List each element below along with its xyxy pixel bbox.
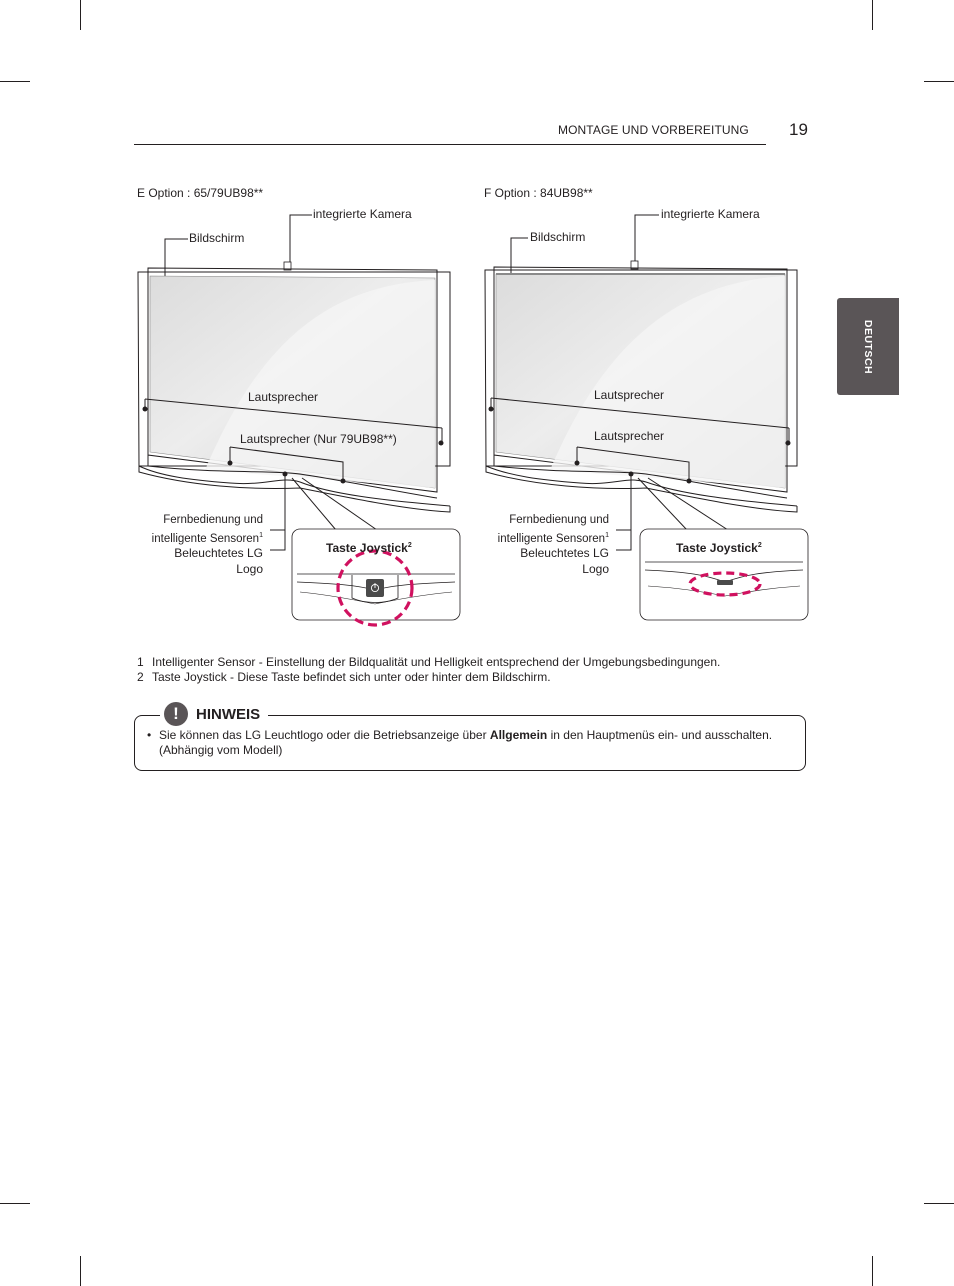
screen-label-f: Bildschirm xyxy=(530,230,586,244)
joystick-label-f: Taste Joystick$^2$ xyxy=(676,541,762,555)
speaker-label-e: Lautsprecher xyxy=(248,390,319,404)
lg-logo-label-e: Beleuchtetes LG Logo xyxy=(174,546,263,576)
speaker-lower-label-f: Lautsprecher xyxy=(594,429,665,443)
page-number: 19 xyxy=(789,120,808,139)
bullet-icon: • xyxy=(147,728,152,742)
camera-label-e: integrierte Kamera xyxy=(313,207,412,221)
option-f-title: F Option : 84UB98** xyxy=(484,186,593,200)
note-header xyxy=(160,699,268,729)
remote-sensor-label-e: Fernbedienung und intelligente Sensoren$^1$ xyxy=(151,514,263,545)
speaker-79-label-e: Lautsprecher (Nur 79UB98**) xyxy=(240,432,397,446)
note-text: • Sie können das LG Leuchtlogo oder die Betriebsanzeige über Allgemein in den Hauptmenüs ein- und ausschalten. (Abhängig vom Modell) xyxy=(147,728,773,757)
lg-logo-label-f: Beleuchtetes LG Logo xyxy=(520,546,609,576)
speaker-label-f: Lautsprecher xyxy=(594,388,665,402)
footnote-1: 1 Intelligenter Sensor - Einstellung der Bildqualität und Helligkeit entsprechend der Umgebungsbedingungen. xyxy=(137,655,721,669)
option-e-title: E Option : 65/79UB98** xyxy=(137,186,264,200)
menu-name: Allgemein xyxy=(489,728,548,742)
language-tab-label: DEUTSCH xyxy=(862,319,874,374)
footnote-2: 2 Taste Joystick - Diese Taste befindet sich unter oder hinter dem Bildschirm. xyxy=(137,670,551,684)
joystick-label-e: Taste Joystick$^2$ xyxy=(326,541,412,555)
section-title: MONTAGE UND VORBEREITUNG xyxy=(558,123,749,137)
remote-sensor-label-f: Fernbedienung und intelligente Sensoren$^1$ xyxy=(497,514,609,545)
note-title: HINWEIS xyxy=(196,705,261,723)
screen-label-e: Bildschirm xyxy=(189,231,245,245)
camera-label-f: integrierte Kamera xyxy=(661,207,760,221)
exclamation-icon: ! xyxy=(164,702,188,726)
